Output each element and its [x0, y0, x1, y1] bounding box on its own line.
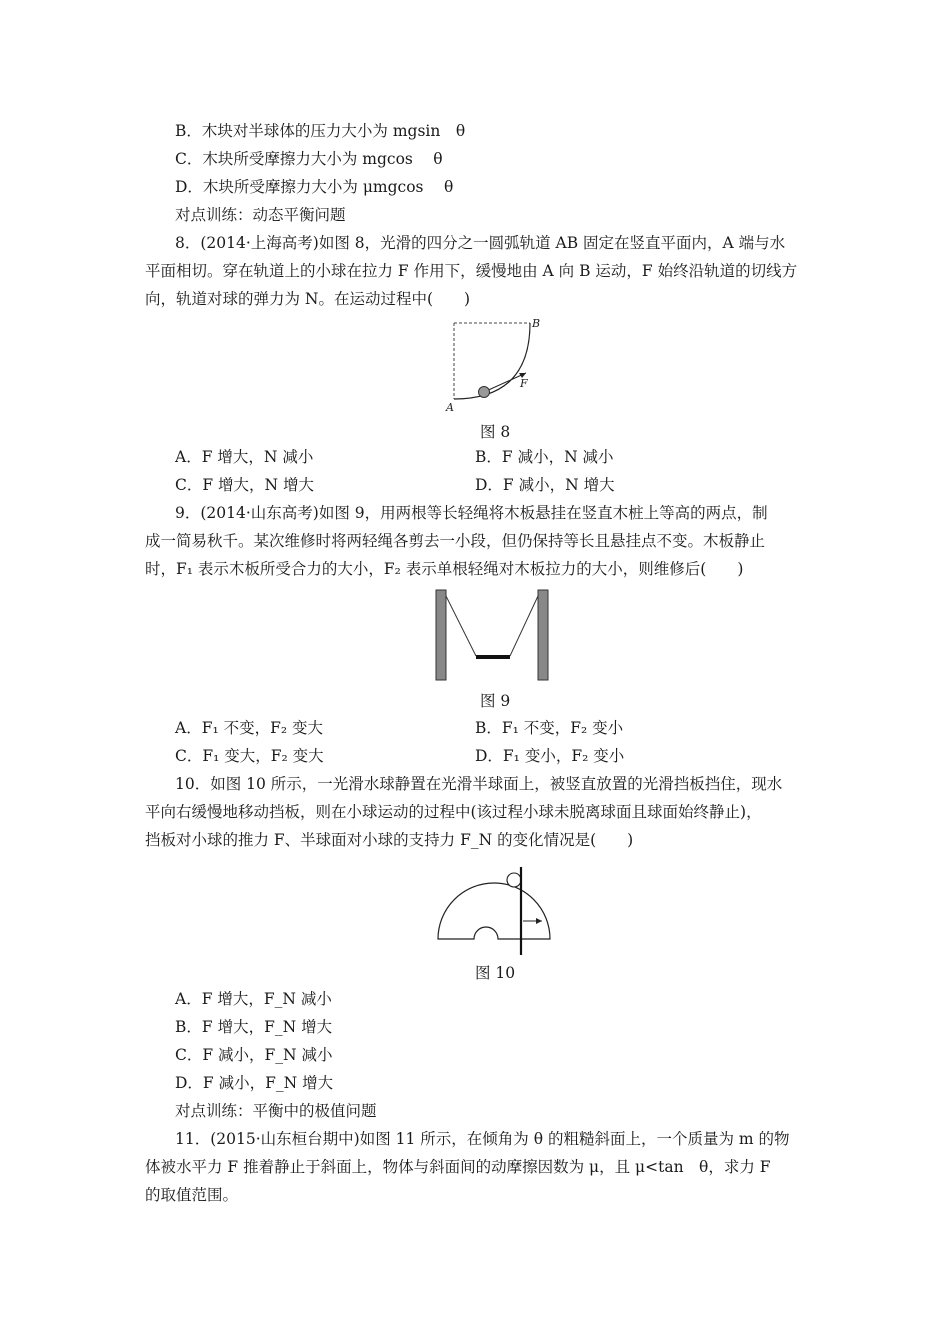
- q9-option-a: A．F₁ 不变，F₂ 变大: [175, 719, 323, 737]
- q9-line-3: 时，F₁ 表示木板所受合力的大小，F₂ 表示单根轻绳对木板拉力的大小，则维修后( ): [145, 560, 744, 578]
- q8-option-a: A．F 增大，N 减小: [175, 448, 314, 466]
- figure-9-swing: [430, 588, 550, 683]
- figure-10-caption: 图 10: [475, 964, 516, 982]
- q9-option-b: B．F₁ 不变，F₂ 变小: [475, 719, 624, 737]
- figure-9-caption: 图 9: [480, 692, 511, 710]
- option-b-prev: B．木块对半球体的压力大小为 mgsin θ: [175, 122, 466, 140]
- q10-line-1: 10．如图 10 所示，一光滑水球静置在光滑半球面上，被竖直放置的光滑挡板挡住，现水: [175, 775, 783, 793]
- q8-line-2: 平面相切。穿在轨道上的小球在拉力 F 作用下，缓慢地由 A 向 B 运动，F 始终沿轨道的切线方: [145, 262, 798, 280]
- q8-line-1: 8．(2014·上海高考)如图 8，光滑的四分之一圆弧轨道 AB 固定在竖直平面内，A 端与水: [175, 234, 786, 252]
- q10-option-b: B．F 增大，F_N 增大: [175, 1018, 333, 1036]
- figure-10-hemisphere: [430, 865, 560, 960]
- fig8-label-a: A: [446, 401, 454, 414]
- q8-option-c: C．F 增大，N 增大: [175, 476, 315, 494]
- option-c-prev: C．木块所受摩擦力大小为 mgcos θ: [175, 150, 443, 168]
- option-d-prev: D．木块所受摩擦力大小为 μmgcos θ: [175, 178, 454, 196]
- q11-line-2: 体被水平力 F 推着静止于斜面上，物体与斜面间的动摩擦因数为 μ，且 μ<tan θ，求力 F: [145, 1158, 771, 1176]
- q8-option-b: B．F 减小，N 减小: [475, 448, 614, 466]
- q10-option-c: C．F 减小，F_N 减小: [175, 1046, 333, 1064]
- figure-8-arc-track: [440, 315, 550, 415]
- q9-option-d: D．F₁ 变小，F₂ 变小: [475, 747, 625, 765]
- q11-line-3: 的取值范围。: [145, 1186, 239, 1204]
- figure-8-caption: 图 8: [480, 423, 511, 441]
- q8-option-d: D．F 减小，N 增大: [475, 476, 615, 494]
- q10-line-2: 平向右缓慢地移动挡板，则在小球运动的过程中(该过程小球未脱离球面且球面始终静止)，: [145, 803, 762, 821]
- section-title-dynamic-equilibrium: 对点训练：动态平衡问题: [175, 206, 346, 224]
- q10-option-d: D．F 减小，F_N 增大: [175, 1074, 334, 1092]
- fig8-label-b: B: [532, 317, 541, 330]
- q10-option-a: A．F 增大，F_N 减小: [175, 990, 332, 1008]
- q9-line-1: 9．(2014·山东高考)如图 9，用两根等长轻绳将木板悬挂在竖直木桩上等高的两点，制: [175, 504, 768, 522]
- q9-line-2: 成一简易秋千。某次维修时将两轻绳各剪去一小段，但仍保持等长且悬挂点不变。木板静止: [145, 532, 766, 550]
- q9-option-c: C．F₁ 变大，F₂ 变大: [175, 747, 324, 765]
- section-title-extreme-value: 对点训练：平衡中的极值问题: [175, 1102, 377, 1120]
- fig8-label-f: F: [520, 377, 528, 390]
- q10-line-3: 挡板对小球的推力 F、半球面对小球的支持力 F_N 的变化情况是( ): [145, 831, 634, 849]
- q8-line-3: 向，轨道对球的弹力为 N。在运动过程中( ): [145, 290, 471, 308]
- q11-line-1: 11．(2015·山东桓台期中)如图 11 所示，在倾角为 θ 的粗糙斜面上，一个质量为 m 的物: [175, 1130, 790, 1148]
